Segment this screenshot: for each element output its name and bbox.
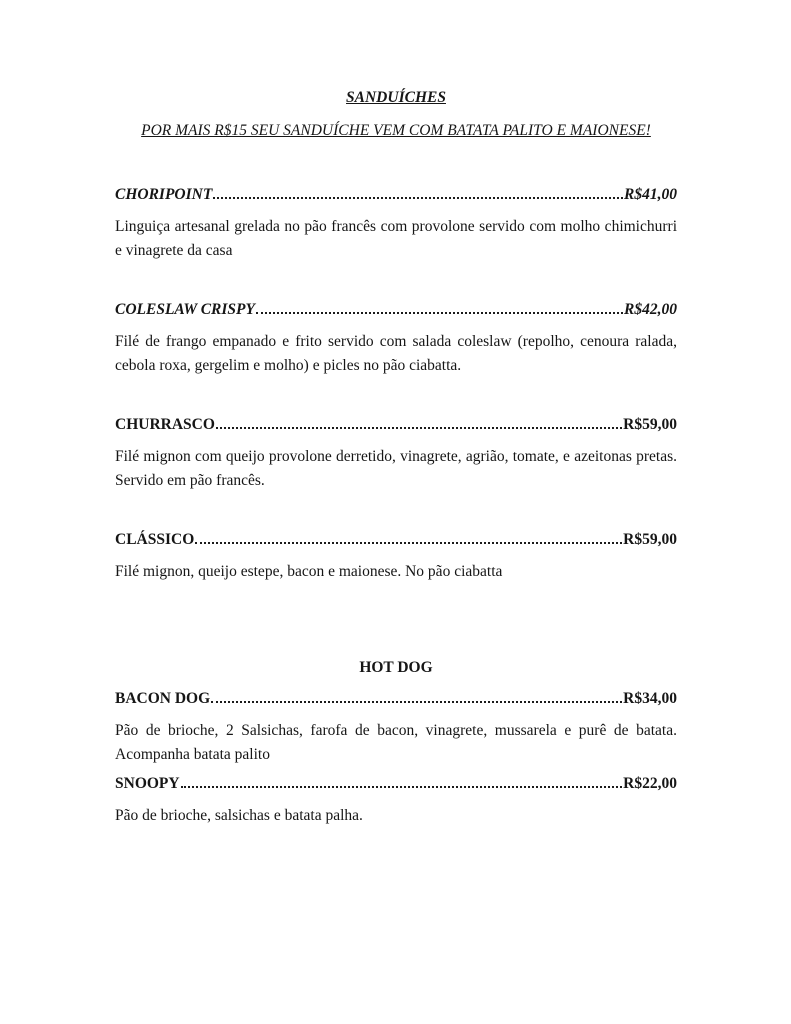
menu-item-description: Filé mignon com queijo provolone derretido, vinagrete, agrião, tomate, e azeitonas pretas. Servido em pão francês.: [115, 448, 677, 489]
dotted-leader: [216, 427, 622, 429]
menu-item: [115, 530, 677, 584]
menu-item-line: [115, 300, 677, 319]
menu-item-price: R$59,00: [623, 531, 677, 548]
menu-item: [115, 300, 677, 378]
menu-item-line: [115, 185, 677, 204]
section-items: [115, 185, 677, 584]
menu-subtitle: POR MAIS R$15 SEU SANDUÍCHE VEM COM BATATA PALITO E MAIONESE!: [141, 122, 651, 139]
menu-item-price: R$22,00: [623, 775, 677, 792]
menu-item-name: CHORIPOINT: [115, 186, 213, 203]
menu-item: [115, 415, 677, 493]
menu-title: SANDUÍCHES: [346, 89, 446, 106]
menu-item-name: SNOOPY: [115, 775, 180, 792]
section-items: [115, 689, 677, 828]
menu-item-name: COLESLAW CRISPY: [115, 301, 255, 318]
menu-item: [115, 185, 677, 263]
dotted-leader: [181, 786, 623, 788]
menu-item-price: R$41,00: [624, 186, 677, 203]
dotted-leader: [213, 197, 623, 199]
menu-sections: [115, 185, 677, 835]
menu-item: [115, 774, 677, 828]
menu-item-price: R$59,00: [623, 416, 677, 433]
menu-item-description: Pão de brioche, salsichas e batata palha.: [115, 807, 363, 824]
menu-item-name: CHURRASCO: [115, 416, 215, 433]
menu-section: [115, 621, 677, 835]
dotted-leader: [211, 701, 622, 703]
dotted-leader: [195, 542, 622, 544]
menu-item-name: BACON DOG: [115, 690, 211, 707]
menu-item-price: R$34,00: [623, 690, 677, 707]
menu-item-description: Pão de brioche, 2 Salsichas, farofa de bacon, vinagrete, mussarela e purê de batata. Acompanha batata palito: [115, 722, 677, 763]
menu-section: [115, 185, 677, 621]
menu-item-name: CLÁSSICO: [115, 531, 195, 548]
menu-item-description: Linguiça artesanal grelada no pão francês com provolone servido com molho chimichurri e vinagrete da casa: [115, 218, 677, 259]
menu-item-description: Filé de frango empanado e frito servido com salada coleslaw (repolho, cenoura ralada, cebola roxa, gergelim e molho) e picles no pão ciabatta.: [115, 333, 677, 374]
menu-item-line: [115, 774, 677, 793]
menu-item-line: [115, 689, 677, 708]
menu-item-description: Filé mignon, queijo estepe, bacon e maionese. No pão ciabatta: [115, 563, 503, 580]
menu-item-line: [115, 530, 677, 549]
menu-item: [115, 689, 677, 767]
menu-item-price: R$42,00: [624, 301, 677, 318]
dotted-leader: [256, 312, 623, 314]
section-heading: HOT DOG: [359, 659, 433, 676]
menu-item-line: [115, 415, 677, 434]
